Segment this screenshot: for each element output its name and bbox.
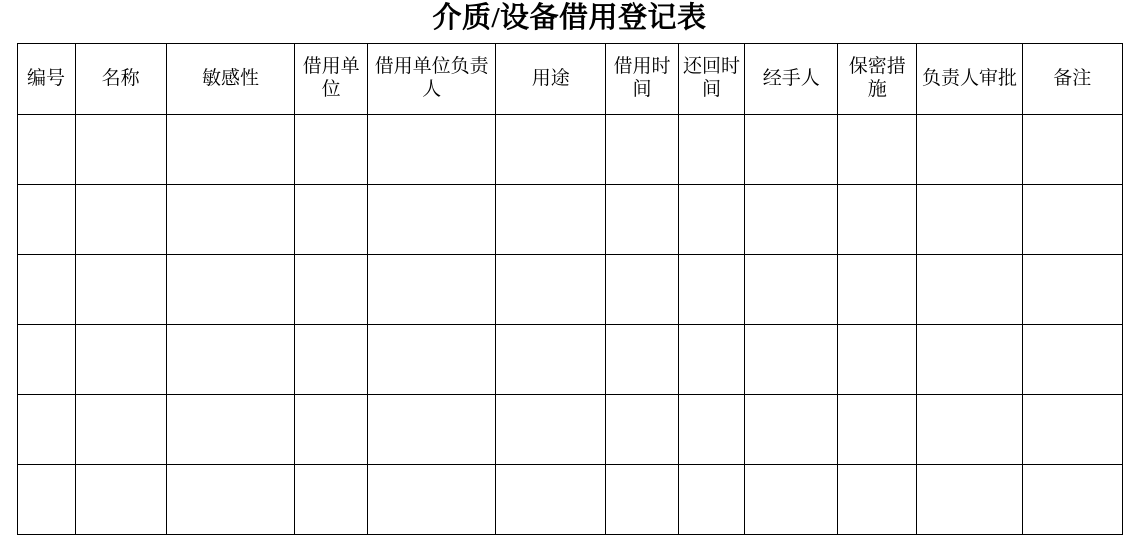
table-cell[interactable] xyxy=(1022,255,1122,325)
table-cell[interactable] xyxy=(166,325,295,395)
table-cell[interactable] xyxy=(838,465,917,535)
table-row xyxy=(17,465,1122,535)
table-cell[interactable] xyxy=(496,395,606,465)
table-cell[interactable] xyxy=(678,395,744,465)
table-cell[interactable] xyxy=(917,465,1023,535)
table-cell[interactable] xyxy=(17,465,75,535)
table-cell[interactable] xyxy=(166,185,295,255)
column-header-borrowing-unit-label: 借用单位 xyxy=(302,56,360,100)
column-header-return-time-label: 还回时间 xyxy=(682,56,740,100)
table-cell[interactable] xyxy=(917,255,1023,325)
table-cell[interactable] xyxy=(917,325,1023,395)
table-cell[interactable] xyxy=(75,115,166,185)
table-cell[interactable] xyxy=(745,465,838,535)
table-cell[interactable] xyxy=(295,325,368,395)
table-cell[interactable] xyxy=(295,255,368,325)
table-cell[interactable] xyxy=(17,255,75,325)
table-cell[interactable] xyxy=(838,185,917,255)
table-cell[interactable] xyxy=(838,325,917,395)
column-header-purpose xyxy=(496,44,606,115)
column-header-borrowing-unit xyxy=(295,44,368,115)
table-cell[interactable] xyxy=(166,395,295,465)
column-header-confidentiality-measures-label: 保密措施 xyxy=(848,56,906,100)
column-header-handler xyxy=(745,44,838,115)
table-row xyxy=(17,255,1122,325)
column-header-remarks-label: 备注 xyxy=(1053,67,1092,89)
table-row xyxy=(17,115,1122,185)
table-cell[interactable] xyxy=(606,465,679,535)
table-cell[interactable] xyxy=(1022,325,1122,395)
column-header-name-label: 名称 xyxy=(101,67,140,89)
table-cell[interactable] xyxy=(496,115,606,185)
table-cell[interactable] xyxy=(367,185,496,255)
table-cell[interactable] xyxy=(75,185,166,255)
table-cell[interactable] xyxy=(606,325,679,395)
page-title: 介质/设备借用登记表 xyxy=(432,2,707,34)
table-cell[interactable] xyxy=(367,465,496,535)
table-cell[interactable] xyxy=(295,465,368,535)
column-header-id xyxy=(17,44,75,115)
column-header-confidentiality-measures xyxy=(838,44,917,115)
table-row xyxy=(17,325,1122,395)
table-cell[interactable] xyxy=(606,395,679,465)
table-cell[interactable] xyxy=(745,395,838,465)
table-cell[interactable] xyxy=(1022,185,1122,255)
table-cell[interactable] xyxy=(367,395,496,465)
table-cell[interactable] xyxy=(496,185,606,255)
column-header-unit-manager xyxy=(367,44,496,115)
table-cell[interactable] xyxy=(17,185,75,255)
table-cell[interactable] xyxy=(75,465,166,535)
table-cell[interactable] xyxy=(75,325,166,395)
table-cell[interactable] xyxy=(745,325,838,395)
column-header-remarks xyxy=(1022,44,1122,115)
table-row xyxy=(17,395,1122,465)
table-cell[interactable] xyxy=(745,115,838,185)
table-cell[interactable] xyxy=(745,185,838,255)
table-cell[interactable] xyxy=(496,255,606,325)
table-cell[interactable] xyxy=(1022,115,1122,185)
column-header-purpose-label: 用途 xyxy=(531,67,570,89)
column-header-unit-manager-label: 借用单位负责人 xyxy=(374,56,489,100)
table-cell[interactable] xyxy=(166,115,295,185)
table-cell[interactable] xyxy=(367,325,496,395)
table-cell[interactable] xyxy=(496,325,606,395)
table-cell[interactable] xyxy=(166,465,295,535)
table-cell[interactable] xyxy=(606,255,679,325)
column-header-manager-approval xyxy=(917,44,1023,115)
table-cell[interactable] xyxy=(17,395,75,465)
table-cell[interactable] xyxy=(17,325,75,395)
table-cell[interactable] xyxy=(745,255,838,325)
table-cell[interactable] xyxy=(295,395,368,465)
table-cell[interactable] xyxy=(1022,465,1122,535)
table-cell[interactable] xyxy=(367,115,496,185)
table-cell[interactable] xyxy=(678,325,744,395)
table-cell[interactable] xyxy=(295,185,368,255)
table-cell[interactable] xyxy=(838,255,917,325)
table-cell[interactable] xyxy=(678,465,744,535)
column-header-manager-approval-label: 负责人审批 xyxy=(922,67,1018,89)
table-cell[interactable] xyxy=(367,255,496,325)
table-cell[interactable] xyxy=(606,115,679,185)
table-cell[interactable] xyxy=(678,115,744,185)
table-cell[interactable] xyxy=(678,255,744,325)
column-header-id-label: 编号 xyxy=(27,67,66,89)
table-cell[interactable] xyxy=(838,115,917,185)
table-cell[interactable] xyxy=(917,115,1023,185)
column-header-name xyxy=(75,44,166,115)
column-header-sensitivity xyxy=(166,44,295,115)
table-cell[interactable] xyxy=(75,395,166,465)
table-body xyxy=(17,115,1122,535)
borrow-register-table xyxy=(17,43,1123,535)
column-header-handler-label: 经手人 xyxy=(762,67,820,89)
column-header-borrow-time-label: 借用时间 xyxy=(613,56,671,100)
table-cell[interactable] xyxy=(166,255,295,325)
table-cell[interactable] xyxy=(838,395,917,465)
table-row xyxy=(17,185,1122,255)
table-cell[interactable] xyxy=(917,185,1023,255)
table-cell[interactable] xyxy=(678,185,744,255)
table-cell[interactable] xyxy=(1022,395,1122,465)
table-header-row xyxy=(17,44,1122,115)
table-cell[interactable] xyxy=(75,255,166,325)
table-cell[interactable] xyxy=(295,115,368,185)
column-header-sensitivity-label: 敏感性 xyxy=(202,67,260,89)
table-header xyxy=(17,44,1122,115)
column-header-borrow-time xyxy=(606,44,679,115)
table-cell[interactable] xyxy=(917,395,1023,465)
table-cell[interactable] xyxy=(17,115,75,185)
column-header-return-time xyxy=(678,44,744,115)
table-cell[interactable] xyxy=(496,465,606,535)
table-cell[interactable] xyxy=(606,185,679,255)
